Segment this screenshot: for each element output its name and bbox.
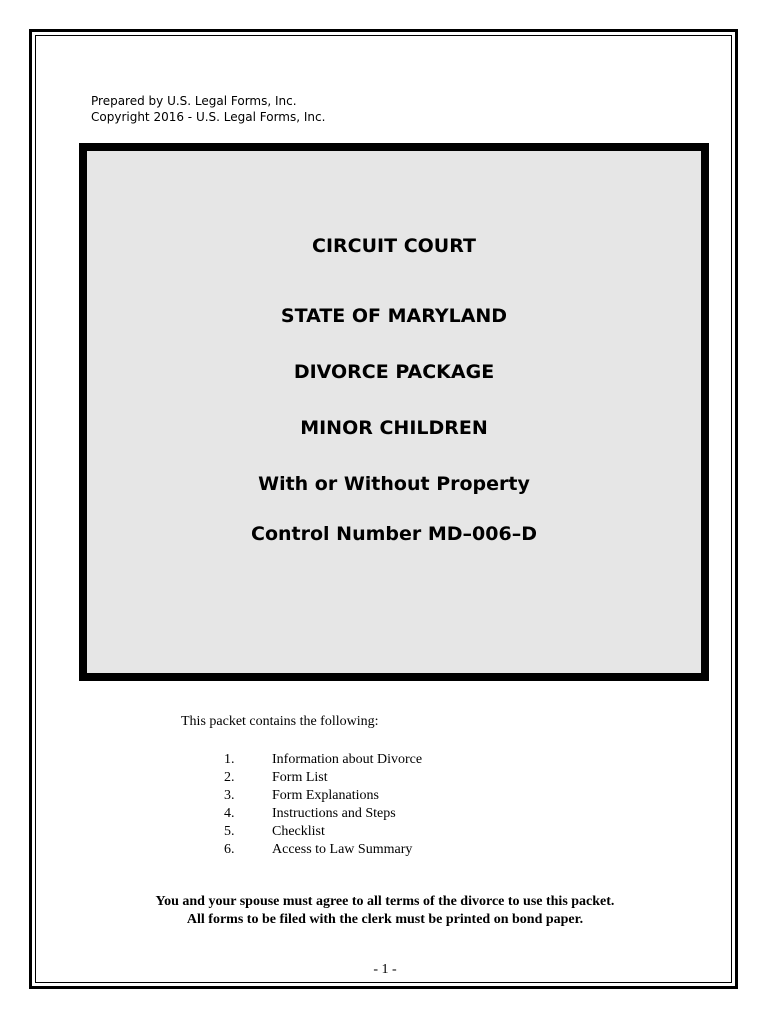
list-item-label: Instructions and Steps: [272, 806, 396, 821]
page-number: - 1 -: [373, 962, 397, 977]
bond-paper-notice: All forms to be filed with the clerk must be printed on bond paper.: [186, 912, 584, 927]
list-item-label: Form Explanations: [272, 788, 379, 803]
package-title: DIVORCE PACKAGE: [293, 361, 495, 383]
contents-list: [224, 751, 422, 859]
control-number: Control Number MD–006–D: [251, 523, 537, 545]
prepared-by-text: Prepared by U.S. Legal Forms, Inc.: [91, 94, 297, 108]
list-item-label: Information about Divorce: [272, 752, 423, 767]
preparer-notice: [91, 93, 325, 125]
list-item-label: Access to Law Summary: [272, 842, 413, 857]
list-item-number: 3.: [224, 788, 235, 803]
list-item: [224, 751, 422, 769]
list-item-number: 6.: [224, 842, 235, 857]
list-item-label: Checklist: [272, 824, 325, 839]
list-item-number: 2.: [224, 770, 235, 785]
court-title: CIRCUIT COURT: [312, 235, 476, 257]
list-item: [224, 841, 422, 859]
copyright-text: Copyright 2016 - U.S. Legal Forms, Inc.: [91, 110, 326, 124]
children-title: MINOR CHILDREN: [300, 417, 488, 439]
list-item: [224, 823, 422, 841]
contents-intro: This packet contains the following:: [181, 714, 379, 729]
list-item-number: 4.: [224, 806, 235, 821]
list-item-number: 5.: [224, 824, 235, 839]
property-title: With or Without Property: [258, 473, 530, 495]
state-title: STATE OF MARYLAND: [280, 305, 508, 327]
list-item: [224, 769, 422, 787]
list-item-label: Form List: [272, 770, 328, 785]
list-item: [224, 805, 422, 823]
list-item: [224, 787, 422, 805]
cover-title-box: [79, 143, 709, 681]
agreement-notice: You and your spouse must agree to all terms of the divorce to use this packet.: [155, 894, 615, 909]
list-item-number: 1.: [224, 752, 235, 767]
